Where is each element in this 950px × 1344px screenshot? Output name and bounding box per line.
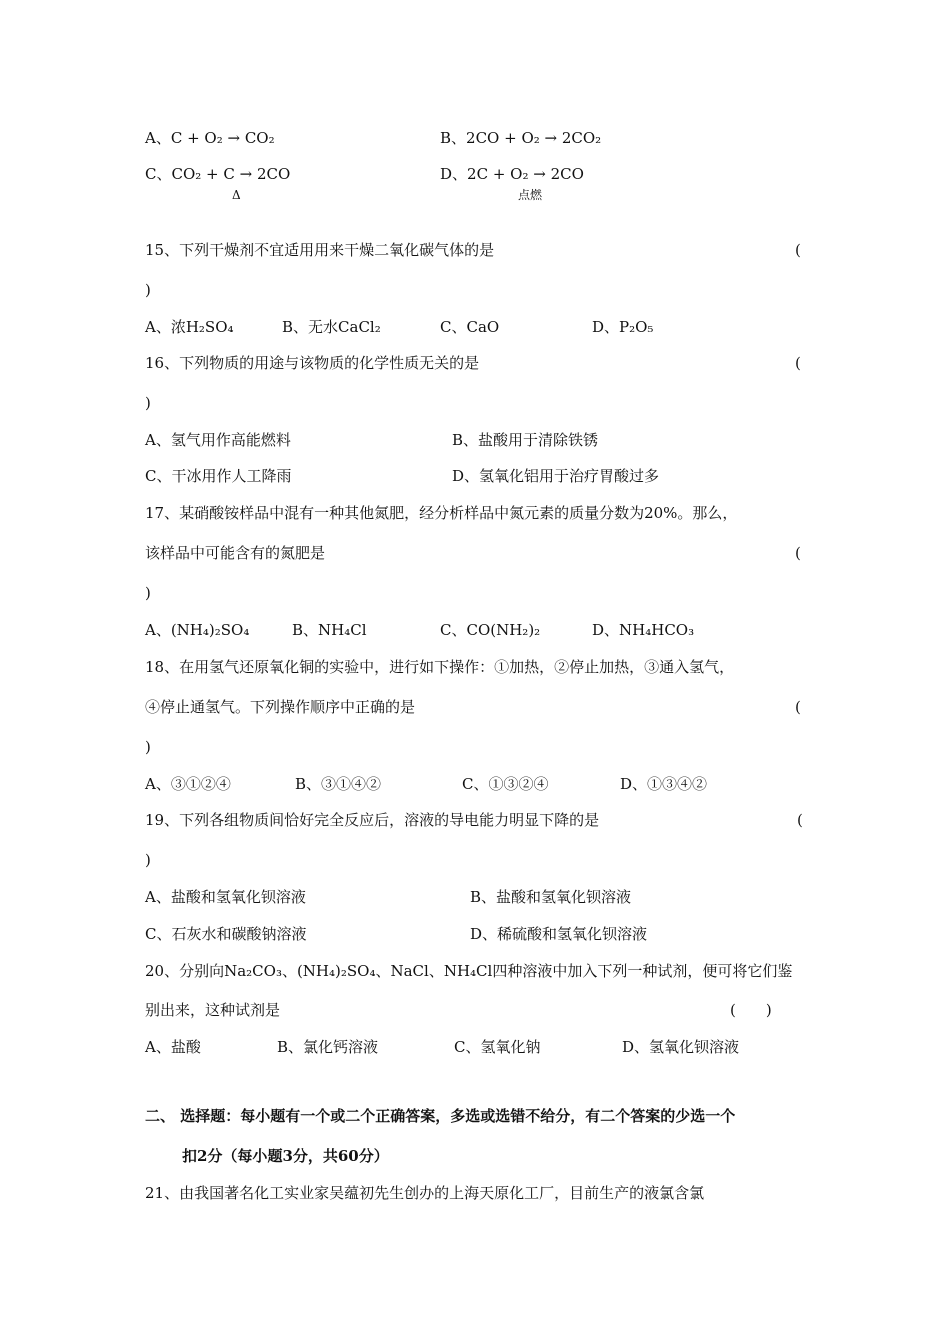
q17-option-c: C、CO(NH₂)₂ [440, 621, 541, 639]
q19-option-c: C、石灰水和碳酸钠溶液 [145, 925, 307, 943]
q14-option-b: B、2CO + O₂ → 2CO₂ [440, 129, 602, 147]
q17-option-d: D、NH₄HCO₃ [592, 621, 695, 639]
q15-answer-paren-close: ) [145, 281, 151, 299]
q14-option-c-condition: Δ [232, 188, 241, 202]
q14-option-d: D、2C + O₂ → 2CO [440, 165, 584, 183]
q16-stem: 16、下列物质的用途与该物质的化学性质无关的是 [145, 354, 480, 372]
q20-stem-line2: 别出来，这种试剂是 [145, 1001, 281, 1019]
q19-answer-paren-close: ) [145, 851, 151, 869]
q19-option-d: D、稀硫酸和氢氧化钡溶液 [470, 925, 648, 943]
q19-stem: 19、下列各组物质间恰好完全反应后，溶液的导电能力明显下降的是 [145, 811, 600, 829]
q16-option-b: B、盐酸用于清除铁锈 [452, 431, 599, 449]
q19-answer-paren-open: ( [797, 811, 803, 829]
q17-answer-paren-close: ) [145, 584, 151, 602]
q18-stem-line2: ④停止通氢气。下列操作顺序中正确的是 [145, 698, 416, 716]
q18-option-b: B、③①④② [295, 775, 382, 793]
q15-answer-paren-open: ( [795, 241, 801, 259]
q14-option-d-condition: 点燃 [518, 188, 543, 202]
q15-option-c: C、CaO [440, 318, 500, 336]
q18-answer-paren-close: ) [145, 738, 151, 756]
q18-option-c: C、①③②④ [462, 775, 549, 793]
q15-option-b: B、无水CaCl₂ [282, 318, 381, 336]
q16-answer-paren-close: ) [145, 394, 151, 412]
q19-option-a: A、盐酸和氢氧化钡溶液 [145, 888, 306, 906]
q14-option-a: A、C + O₂ → CO₂ [145, 129, 275, 147]
q19-option-b: B、盐酸和氢氧化钡溶液 [470, 888, 632, 906]
q18-option-a: A、③①②④ [145, 775, 231, 793]
q16-answer-paren-open: ( [795, 354, 801, 372]
q20-option-d: D、氢氧化钡溶液 [622, 1038, 740, 1056]
q16-option-c: C、干冰用作人工降雨 [145, 467, 292, 485]
section2-heading-line1: 二、 选择题：每小题有一个或二个正确答案，多选或选错不给分，有二个答案的少选一个 [145, 1107, 736, 1125]
q15-option-d: D、P₂O₅ [592, 318, 654, 336]
q18-stem-line1: 18、在用氢气还原氧化铜的实验中，进行如下操作：①加热，②停止加热，③通入氢气， [145, 658, 735, 676]
q16-option-d: D、氢氧化铝用于治疗胃酸过多 [452, 467, 660, 485]
q17-stem-line2: 该样品中可能含有的氮肥是 [145, 544, 326, 562]
q17-answer-paren-open: ( [795, 544, 801, 562]
q14-option-c: C、CO₂ + C → 2CO [145, 165, 291, 183]
q20-option-c: C、氢氧化钠 [454, 1038, 541, 1056]
q21-stem-line1: 21、由我国著名化工实业家吴蕴初先生创办的上海天原化工厂，目前生产的液氯含氯 [145, 1184, 705, 1202]
q20-option-b: B、氯化钙溶液 [277, 1038, 379, 1056]
q15-option-a: A、浓H₂SO₄ [145, 318, 234, 336]
q17-option-b: B、NH₄Cl [292, 621, 367, 639]
q20-option-a: A、盐酸 [145, 1038, 201, 1056]
q15-stem: 15、下列干燥剂不宜适用用来干燥二氧化碳气体的是 [145, 241, 495, 259]
q16-option-a: A、氢气用作高能燃料 [145, 431, 291, 449]
q18-answer-paren-open: ( [795, 698, 801, 716]
q20-answer-paren: ( ) [730, 1001, 772, 1019]
q17-option-a: A、(NH₄)₂SO₄ [145, 621, 250, 639]
q18-option-d: D、①③④② [620, 775, 708, 793]
q20-stem-line1: 20、分别向Na₂CO₃、(NH₄)₂SO₄、NaCl、NH₄Cl四种溶液中加入下列一种试剂，便可将它们鉴 [145, 962, 793, 980]
section2-heading-line2: 扣2分（每小题3分，共60分） [182, 1147, 389, 1165]
q17-stem-line1: 17、某硝酸铵样品中混有一种其他氮肥，经分析样品中氮元素的质量分数为20%。那么， [145, 504, 738, 522]
